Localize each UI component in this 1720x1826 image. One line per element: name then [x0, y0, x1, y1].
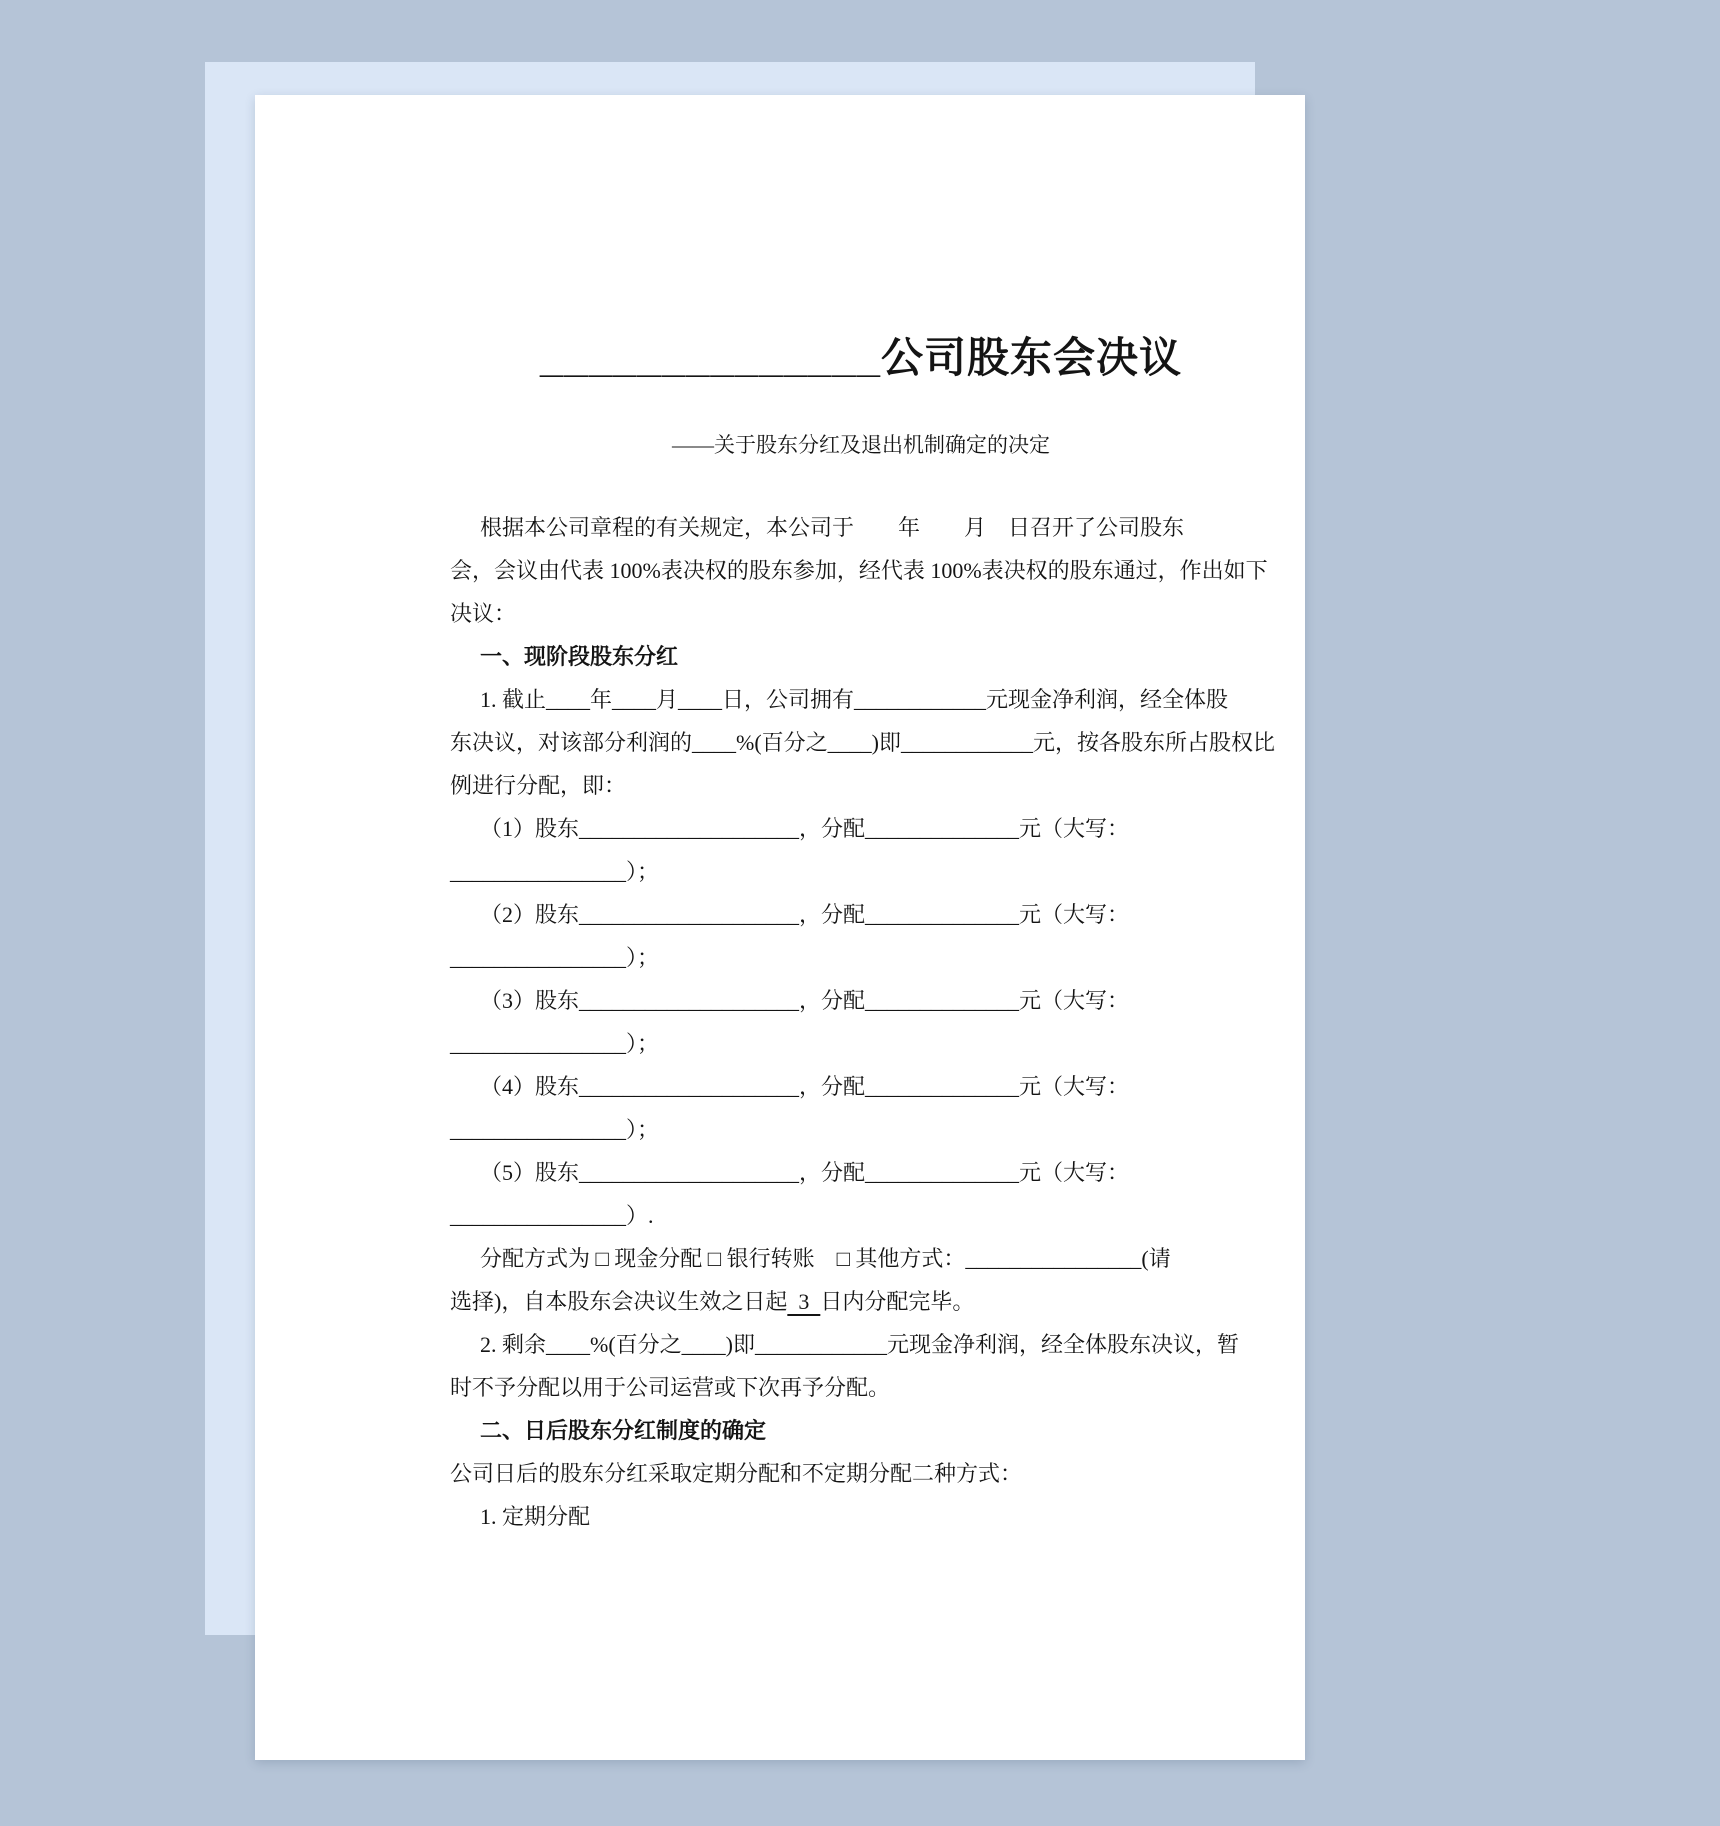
shareholder-3-line-2	[450, 1022, 1272, 1065]
shareholder-1-line-2-text: ________________）；	[450, 859, 660, 884]
distribution-method-line-2-text: 3	[787, 1289, 821, 1314]
item1-line-2-text: 东决议，对该部分利润的____%(百分之____)即____________元，按各股东所占股权比	[450, 730, 1275, 755]
shareholder-3-line-2-text: ________________）；	[450, 1031, 660, 1056]
section2-item1-text: 1. 定期分配	[480, 1504, 591, 1529]
section2-intro	[450, 1452, 1272, 1495]
shareholder-4-line-1	[450, 1065, 1272, 1108]
document-page	[255, 95, 1305, 1760]
document-body	[450, 506, 1275, 1538]
opening-line-3	[450, 592, 1272, 635]
opening-line-1	[450, 506, 1272, 549]
heading-section-2	[450, 1409, 1272, 1452]
distribution-method-line-1-text: 分配方式为 □ 现金分配 □ 银行转账 □ 其他方式：________________(请	[480, 1246, 1171, 1271]
section2-intro-text: 公司日后的股东分红采取定期分配和不定期分配二种方式：	[450, 1461, 1023, 1486]
heading-section-2-text: 二、日后股东分红制度的确定	[480, 1418, 767, 1443]
document-subtitle: ——关于股东分红及退出机制确定的决定	[672, 433, 1050, 457]
item2-line-2-text: 时不予分配以用于公司运营或下次再予分配。	[450, 1375, 891, 1400]
shareholder-2-line-2	[450, 936, 1272, 979]
opening-line-1-text: 根据本公司章程的有关规定，本公司于 年 月 日召开了公司股东	[480, 515, 1185, 540]
heading-section-1	[450, 635, 1272, 678]
document-content	[450, 95, 1275, 1538]
distribution-method-line-2-text: 日内分配完毕。	[820, 1289, 975, 1314]
shareholder-5-line-2-text: ________________）.	[450, 1203, 654, 1228]
shareholder-2-line-1	[450, 893, 1272, 936]
shareholder-4-line-2-text: ________________）；	[450, 1117, 660, 1142]
item2-line-2	[450, 1366, 1272, 1409]
shareholder-5-line-1	[450, 1151, 1272, 1194]
item1-line-1	[450, 678, 1272, 721]
shareholder-5-line-1-text: （5）股东____________________，分配______________元（大写：	[480, 1160, 1130, 1185]
item1-line-2	[450, 721, 1275, 764]
shareholder-4-line-2	[450, 1108, 1272, 1151]
shareholder-2-line-1-text: （2）股东____________________，分配______________元（大写：	[480, 902, 1130, 927]
shareholder-4-line-1-text: （4）股东____________________，分配______________元（大写：	[480, 1074, 1130, 1099]
item2-line-1	[450, 1323, 1272, 1366]
section2-item1	[450, 1495, 1272, 1538]
item1-line-1-text: 1. 截止____年____月____日，公司拥有____________元现金净利润，经全体股	[480, 687, 1229, 712]
document-title: ______________公司股东会决议	[539, 334, 1183, 381]
distribution-method-line-2	[450, 1280, 1272, 1323]
item2-line-1-text: 2. 剩余____%(百分之____)即____________元现金净利润，经全体股东决议，暂	[480, 1332, 1239, 1357]
shareholder-3-line-1-text: （3）股东____________________，分配______________元（大写：	[480, 988, 1130, 1013]
shareholder-5-line-2	[450, 1194, 1272, 1237]
shareholder-2-line-2-text: ________________）；	[450, 945, 660, 970]
opening-line-3-text: 决议：	[450, 601, 517, 626]
shareholder-1-line-2	[450, 850, 1272, 893]
opening-line-2	[450, 549, 1272, 592]
item1-line-3	[450, 764, 1272, 807]
opening-line-2-text: 会，会议由代表 100%表决权的股东参加，经代表 100%表决权的股东通过，作出如下	[450, 558, 1268, 583]
distribution-method-line-2-text: 选择)，自本股东会决议生效之日起	[450, 1289, 788, 1314]
heading-section-1-text: 一、现阶段股东分红	[480, 644, 679, 669]
shareholder-1-line-1	[450, 807, 1272, 850]
shareholder-1-line-1-text: （1）股东____________________，分配______________元（大写：	[480, 816, 1130, 841]
item1-line-3-text: 例进行分配，即：	[450, 773, 627, 798]
shareholder-3-line-1	[450, 979, 1272, 1022]
distribution-method-line-1	[450, 1237, 1272, 1280]
